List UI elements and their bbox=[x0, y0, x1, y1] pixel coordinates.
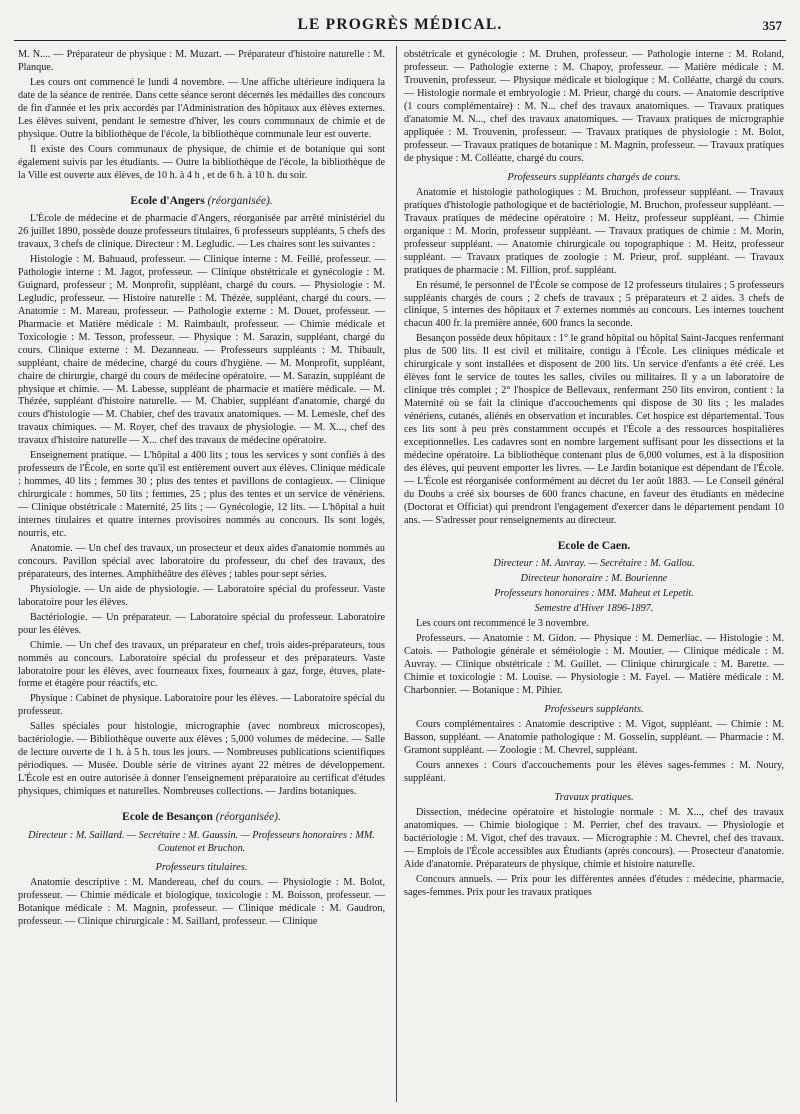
paragraph: Anatomie. — Un chef des travaux, un prosecteur et deux aides d'anatomie nommés au concours. Pavillon spécial avec laboratoire du professeur, du chef des travaux, des préparateurs, des internes. Amphithéâtre des élèves ; tables pour sept séries. bbox=[18, 542, 385, 580]
journal-title: LE PROGRÈS MÉDICAL. bbox=[297, 16, 503, 33]
heading-text: Ecole de Besançon bbox=[122, 811, 213, 824]
paragraph: Cours annexes : Cours d'accouchements pour les élèves sages-femmes : M. Noury, suppléant. bbox=[404, 760, 784, 784]
paragraph: Bactériologie. — Un préparateur. — Laboratoire spécial du professeur. Laboratoire pour les élèves. bbox=[18, 611, 385, 636]
subheading: Professeurs titulaires. bbox=[155, 861, 248, 873]
column-divider bbox=[396, 46, 397, 1102]
paragraph: Directeur : M. Saillard. — Secrétaire : M. Gaussin. — Professeurs honoraires : MM. Coutenot et Bruchon. bbox=[28, 829, 375, 854]
heading-subtitle: (réorganisée). bbox=[215, 811, 281, 824]
subheading: Travaux pratiques. bbox=[554, 791, 634, 803]
left-column bbox=[18, 49, 385, 1104]
paragraph: Les cours ont commencé le lundi 4 novembre. — Une affiche ultérieure indiquera la date de la séance de rentrée. Dans cette séance seront décernés les médailles des concours de fin d'année et les prix accordés par l'Administration des hôpitaux aux élèves externes. Les élèves suivent, pendant le semestre d'hiver, les cours communaux de chimie et de physique. Outre la bibliothèque de l'école, la bibliothèque communale leur est ouverte. bbox=[18, 76, 385, 140]
paragraph: Chimie. — Un chef des travaux, un préparateur en chef, trois aides-préparateurs, tous nommés au concours. Laboratoire spécial du professeur et des préparateurs. Vaste laboratoire pour les élèves, avec fourneaux fixes, fourneaux à gaz, forge, étuves, plate-forme et étagère pour réactifs, etc. bbox=[18, 639, 385, 690]
paragraph: Salles spéciales pour histologie, micrographie (avec nombreux microscopes), bactériologie. — Bibliothèque ouverte aux élèves ; 5,000 volumes de médecine. — Salle de lecture ouverte de 1 h. à 5 h. tous les jours. — Nombreuses publications scientifiques périodiques. — Musée. Double série de vitrines ayant 22 mètres de développement. L'École est en outre autorisée à donner l'enseignement préparatoire au certificat d'études physiques, chimiques et naturelles. Nombreuses collections. — Jardins botaniques. bbox=[18, 721, 385, 798]
page-number: 357 bbox=[762, 18, 782, 33]
paragraph: Les cours ont recommencé le 3 novembre. bbox=[416, 618, 589, 630]
paragraph: Physiologie. — Un aide de physiologie. — Laboratoire spécial du professeur. Vaste laboratoire pour les élèves. bbox=[18, 583, 385, 608]
paragraph: Enseignement pratique. — L'hôpital a 400 lits ; tous les services y sont confiés à des professeurs de l'École, en sorte qu'il est entièrement ouvert aux élèves. Clinique médicale : hommes, 40 lits ; femmes 30 ; plus des tentes et pavillons de contagieux. — Clinique chirurgicale : hommes, 50 lits ; femmes, 25 ; plus des tentes et un service de vénériens. — Clinique obstétricale : Maternité, 25 lits ; — Gynécologie, 12 lits. — L'hôpital a huit internes titulaires et quatre internes provisoires nommés au concours. Ils sont logés, nourris, etc. bbox=[18, 450, 385, 539]
paragraph: Professeurs. — Anatomie : M. Gidon. — Physique : M. Demerliac. — Histologie : M. Catois. — Pathologie générale et séméiologie : M. Moutier. — Clinique médicale : M. Auvray. — Clinique obstétricale : M. Guillet. — Clinique chirurgicale : M. Barette. — Chimie et toxicologie : M. Louise. — Physiologie : M. Fayel. — Matière médicale : M. Charbonnier. — Botanique : M. Pihier. bbox=[404, 633, 784, 696]
paragraph: L'École de médecine et de pharmacie d'Angers, réorganisée par arrêté ministériel du 26 juillet 1890, possède douze professeurs titulaires, 6 professeurs suppléants, 5 chefs des travaux, 3 chefs de clinique. Directeur : M. Legludic. — Les chaires sont les suivantes : bbox=[18, 213, 385, 251]
subheading: Professeurs suppléants. bbox=[544, 703, 644, 715]
paragraph: Directeur honoraire : M. Bourienne bbox=[520, 573, 668, 585]
heading-subtitle: (réorganisée). bbox=[207, 194, 273, 207]
paragraph: Cours complémentaires : Anatomie descriptive : M. Vigot, suppléant. — Chimie : M. Basson, suppléant. — Anatomie pathologique : M. Gosselin, suppléant. — Pharmacie : M. Gramont suppléant. — Zoologie : M. Chevrel, suppléant. bbox=[404, 719, 784, 757]
section-heading-angers bbox=[18, 194, 385, 209]
paragraph: Concours annuels. — Prix pour les différentes années d'études : médecine, pharmacie, sages-femmes. Prix pour les travaux pratiques bbox=[404, 874, 784, 898]
section-heading-caen bbox=[404, 539, 784, 554]
paragraph: Histologie : M. Bahuaud, professeur. — Clinique interne : M. Feillé, professeur. — Pathologie interne : M. Jagot, professeur. — Clinique obstétricale et gynécologie : M. Guignard, professeur ; M. Monprofit, suppléant, chargé du cours. — Physiologie : M. Legludic, professeur. — Histoire naturelle : M. Thézée, suppléant, chargé du cours. — Anatomie : M. Mareau, professeur. — Pathologie externe : M. Douet, professeur. — Pharmacie et Matière médicale : M. Raimbault, professeur. — Chimie médicale et Toxicologie : M. Tesson, professeur. — Physique : M. Sarazin, suppléant, chargé du cours. Clinique externe : M. Dezanneau. — Professeurs suppléants : M. Thibault, suppléant, chaire de médecine, chargé du cours d'hygiène. — M. Monprofit, suppléant, chaire de chirurgie, chargé du cours de médecine opératoire. — M. Sarazin, suppléant de physique et chimie. — M. Labesse, suppléant de pharmacie et matière médicale. — M. Thézée, suppléant d'histoire naturelle. — M. Chabier, suppléant d'anatomie, chargé du cours d'histologie — M. Chabier, chef des travaux anatomiques. — M. Lemesle, chef des travaux chimiques. — M. Royer, chef des travaux de physiologie. — M. X..., chef des travaux d'histoire naturelle — X... chef des travaux de médecine opératoire. bbox=[18, 253, 385, 447]
heading-text: Ecole de Caen. bbox=[557, 539, 631, 552]
paragraph: Dissection, médecine opératoire et histologie normale : M. X..., chef des travaux anatomiques. — Chimie biologique : M. Perrier, chef des travaux. — Physiologie et bactériologie : M. Vigot, chef des travaux. — Micrographie : M. Chevrel, chef des travaux. — Emplois de l'École accessibles aux Étudiants (après concours). — Prosecteur d'anatomie. Aide d'anatomie. Préparateurs de physique, chimie et histoire naturelle. bbox=[404, 807, 784, 871]
paragraph: Professeurs honoraires : MM. Maheut et Lepetit. bbox=[494, 588, 694, 600]
paragraph: Il existe des Cours communaux de physique, de chimie et de botanique qui sont également suivis par les étudiants. — Outre la bibliothèque de l'école, la bibliothèque de la Ville est ouverte aux élèves, de 10 h. à 4 h , et de 6 h. à 10 h. du soir. bbox=[18, 143, 385, 181]
paragraph: Semestre d'Hiver 1896-1897. bbox=[534, 603, 654, 615]
paragraph: Besançon possède deux hôpitaux : 1° le grand hôpital ou hôpital Saint-Jacques renfermant plus de 500 lits. Il est civil et militaire, contigu à l'École. Les cliniques médicale et chirurgicale y sont installées et disposent de 200 lits. Un service d'enfants a été créé. Les élèves font le service de toutes les salles, civiles ou militaires. Il y a un laboratoire de clinique très complet ; 2° l'hospice de Bellevaux, renfermant 250 lits environ, contient : la Maternité où se fait la clinique d'accouchements qui dispose de 30 lits ; les malades vénériens, cutanés, aliénés en observation et incurables. Cet hospice est départemental. Tous ces lits sont à peu près constamment occupés et l'École a des ressources hospitalières exceptionnelles. Les cadavres sont en nombre largement suffisant pour les dissections et la médecine opératoire. La bibliothèque contenant plus de 6,000 volumes, est à la disposition des élèves, qui peuvent emporter les livres. — Le Jardin botanique est dépendant de l'École. — L'École est réorganisée conformément au décret du 1er août 1883. — Le Conseil général du Doubs a créé six bourses de 600 francs chacune, en faveur des étudiants en médecine (Doctorat et Officiat) qui prendront l'engagement d'exercer dans le département pendant 10 ans. — S'adresser pour renseignements au directeur. bbox=[404, 333, 784, 526]
heading-text: Ecole d'Angers bbox=[130, 194, 205, 207]
right-column bbox=[404, 49, 784, 1104]
paragraph: obstétricale et gynécologie : M. Druhen, professeur. — Pathologie interne : M. Roland, professeur. — Pathologie externe : M. Chapoy, professeur. — Matière médicale : M. Trouvenin, professeur. — Physique médicale et biologique : M. Colléatte, chargé du cours. — Histologie normale et embryologie : M. Prieur, chargé du cours. — Anatomie descriptive (1 cours complémentaire) : M. N... chef des travaux anatomiques. — Travaux pratiques d'anatomie M. N..., chef des travaux anatomiques. — Travaux pratiques de micrographie appliquée : M. Trouvenin, professeur. — Travaux pratiques de physiologie : M. Bolot, professeur. — Travaux pratiques de botanique : M. Magnin, professeur. — Travaux pratiques de physique : M. Colléatte, chargé du cours. bbox=[404, 49, 784, 164]
paragraph: Anatomie descriptive : M. Mandereau, chef du cours. — Physiologie : M. Bolot, professeur. — Chimie médicale et biologique, toxicologie : M. Boisson, professeur. — Botanique médicale : M. Magnin, professeur. — Clinique médicale : M. Gaudron, professeur. — Clinique chirurgicale : M. Saillard, professeur. — Clinique bbox=[18, 876, 385, 927]
page-header bbox=[14, 10, 786, 41]
section-heading-besancon bbox=[18, 810, 385, 825]
paragraph: M. N.... — Préparateur de physique : M. Muzart. — Préparateur d'histoire naturelle : M. Planque. bbox=[18, 49, 385, 73]
paragraph: Directeur : M. Auvray. — Secrétaire : M. Gallou. bbox=[493, 558, 695, 570]
subheading: Professeurs suppléants chargés de cours. bbox=[507, 171, 681, 183]
paragraph: Anatomie et histologie pathologiques : M. Bruchon, professeur suppléant. — Travaux pratiques d'histologie pathologique et de bactériologie, M. Bruchon, professeur suppléant. — Travaux pratiques de médecine opératoire : M. Heitz, professeur suppléant. — Chimie organique : M. Morin, professeur suppléant. — Travaux pratiques de chimie : M. Morin, professeur suppléant. — Anatomie chirurgicale ou topographique : M. Heitz, professeur suppléant. — Travaux pratiques de zoologie : M. Prieur, prof. suppléant. — Travaux pratiques de pharmacie : M. Fillion, prof. suppléant. bbox=[404, 186, 784, 276]
paragraph: En résumé, le personnel de l'École se compose de 12 professeurs titulaires ; 5 professeurs suppléants chargés de cours ; 2 chefs de travaux ; 5 préparateurs et 2 aides. 3 chefs de clinique, 5 internes des hôpitaux et 7 externes nommés au concours. Les internes touchent chacun 400 fr. la première année, 600 francs la seconde. bbox=[404, 279, 784, 330]
paragraph: Physique : Cabinet de physique. Laboratoire pour les élèves. — Laboratoire spécial du professeur. bbox=[18, 693, 385, 718]
